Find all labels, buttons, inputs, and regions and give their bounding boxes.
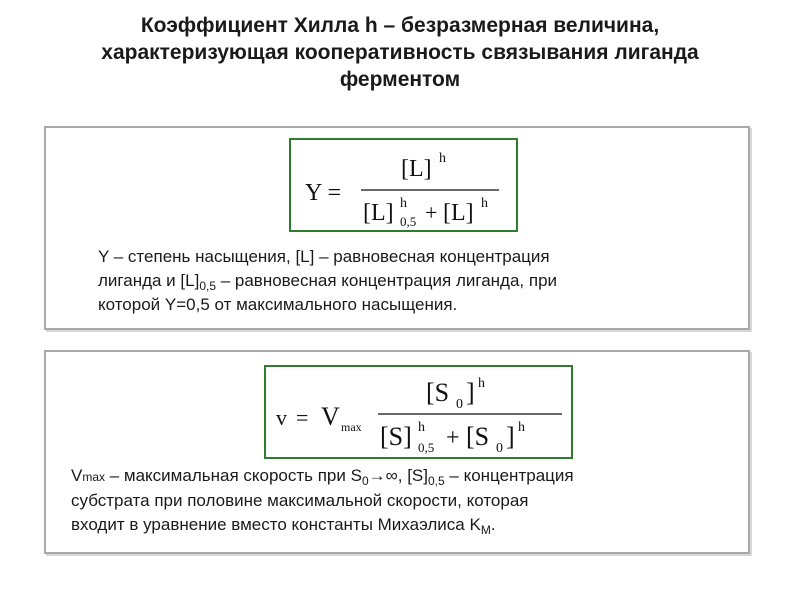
formula2-den2-sub: 0 (496, 441, 503, 456)
desc2-line-3 (71, 513, 731, 537)
hill-rate-panel (44, 350, 750, 554)
desc2-line1-a: – максимальная скорость при S (105, 466, 362, 485)
formula2-den1: [S] (380, 422, 412, 451)
formula1-den-term2: [L] (443, 200, 474, 226)
desc1-line-2 (98, 269, 718, 293)
formula1-plus: + (425, 200, 438, 225)
title-line-3: ферментом (339, 68, 461, 91)
formula2-den1-exp: h (418, 420, 425, 435)
formula2-lhs-v: v (276, 405, 287, 430)
formula2-vmax-sub: max (341, 420, 362, 434)
desc1-line2-a: лиганда и [L] (98, 271, 200, 290)
formula1-den-term1-sub: 0,5 (400, 214, 417, 229)
formula2-num-exp: h (478, 376, 485, 391)
hill-saturation-equation (291, 140, 516, 230)
slide-title (20, 12, 780, 93)
formula1-lhs: Y = (305, 180, 341, 206)
formula2-num-sub: 0 (456, 397, 463, 412)
hill-rate-description (71, 464, 731, 537)
formula2-plus: + (446, 425, 460, 451)
desc2-vmax-v: V (71, 466, 83, 485)
formula2-eq: = (296, 405, 309, 430)
formula2-den2-exp: h (518, 420, 525, 435)
title-line-1: Коэффициент Хилла h – безразмерная величина, (140, 14, 660, 37)
hill-rate-formula (264, 365, 573, 459)
hill-saturation-panel (44, 126, 750, 330)
formula1-den-term2-exp: h (481, 196, 488, 211)
formula2-num-a: [S (426, 378, 450, 407)
formula1-den-term1-exp: h (400, 196, 407, 211)
hill-saturation-description (98, 245, 718, 317)
formula2-vmax-v: V (321, 402, 340, 431)
desc1-line-3: которой Y=0,5 от максимального насыщения. (98, 295, 458, 314)
hill-saturation-formula (289, 138, 518, 232)
desc2-line3-b: . (490, 515, 496, 534)
formula2-den2-a: [S (466, 422, 490, 451)
desc2-vmax-sub: max (82, 470, 106, 484)
hill-rate-equation (266, 367, 571, 457)
desc1-line-1: Y – степень насыщения, [L] – равновесная концентрация (98, 247, 550, 266)
desc2-line3-a: входит в уравнение вместо константы Михаэлиса K (71, 515, 481, 534)
desc1-line2-b: – равновесная концентрация лиганда, при (216, 271, 558, 290)
desc1-line2-sub: 0,5 (199, 279, 216, 293)
formula2-num-b: ] (466, 378, 475, 407)
desc2-line-1 (71, 464, 731, 489)
desc2-line1-c: – концентрация (444, 466, 574, 485)
formula1-numerator-exp: h (439, 151, 446, 166)
formula2-den2-b: ] (506, 422, 515, 451)
desc2-line-2: субстрата при половине максимальной скорости, которая (71, 491, 529, 510)
formula2-den1-sub: 0,5 (418, 440, 435, 455)
desc2-line1-sub05: 0,5 (428, 474, 445, 488)
desc2-line1-sub0: 0 (361, 474, 369, 488)
desc2-line1-b: →∞, [S] (368, 466, 428, 485)
title-line-2: характеризующая кооперативность связывания лиганда (101, 41, 699, 64)
desc2-line3-sub: M (480, 523, 491, 537)
formula1-numerator: [L] (401, 156, 432, 182)
formula1-den-term1: [L] (363, 200, 394, 226)
